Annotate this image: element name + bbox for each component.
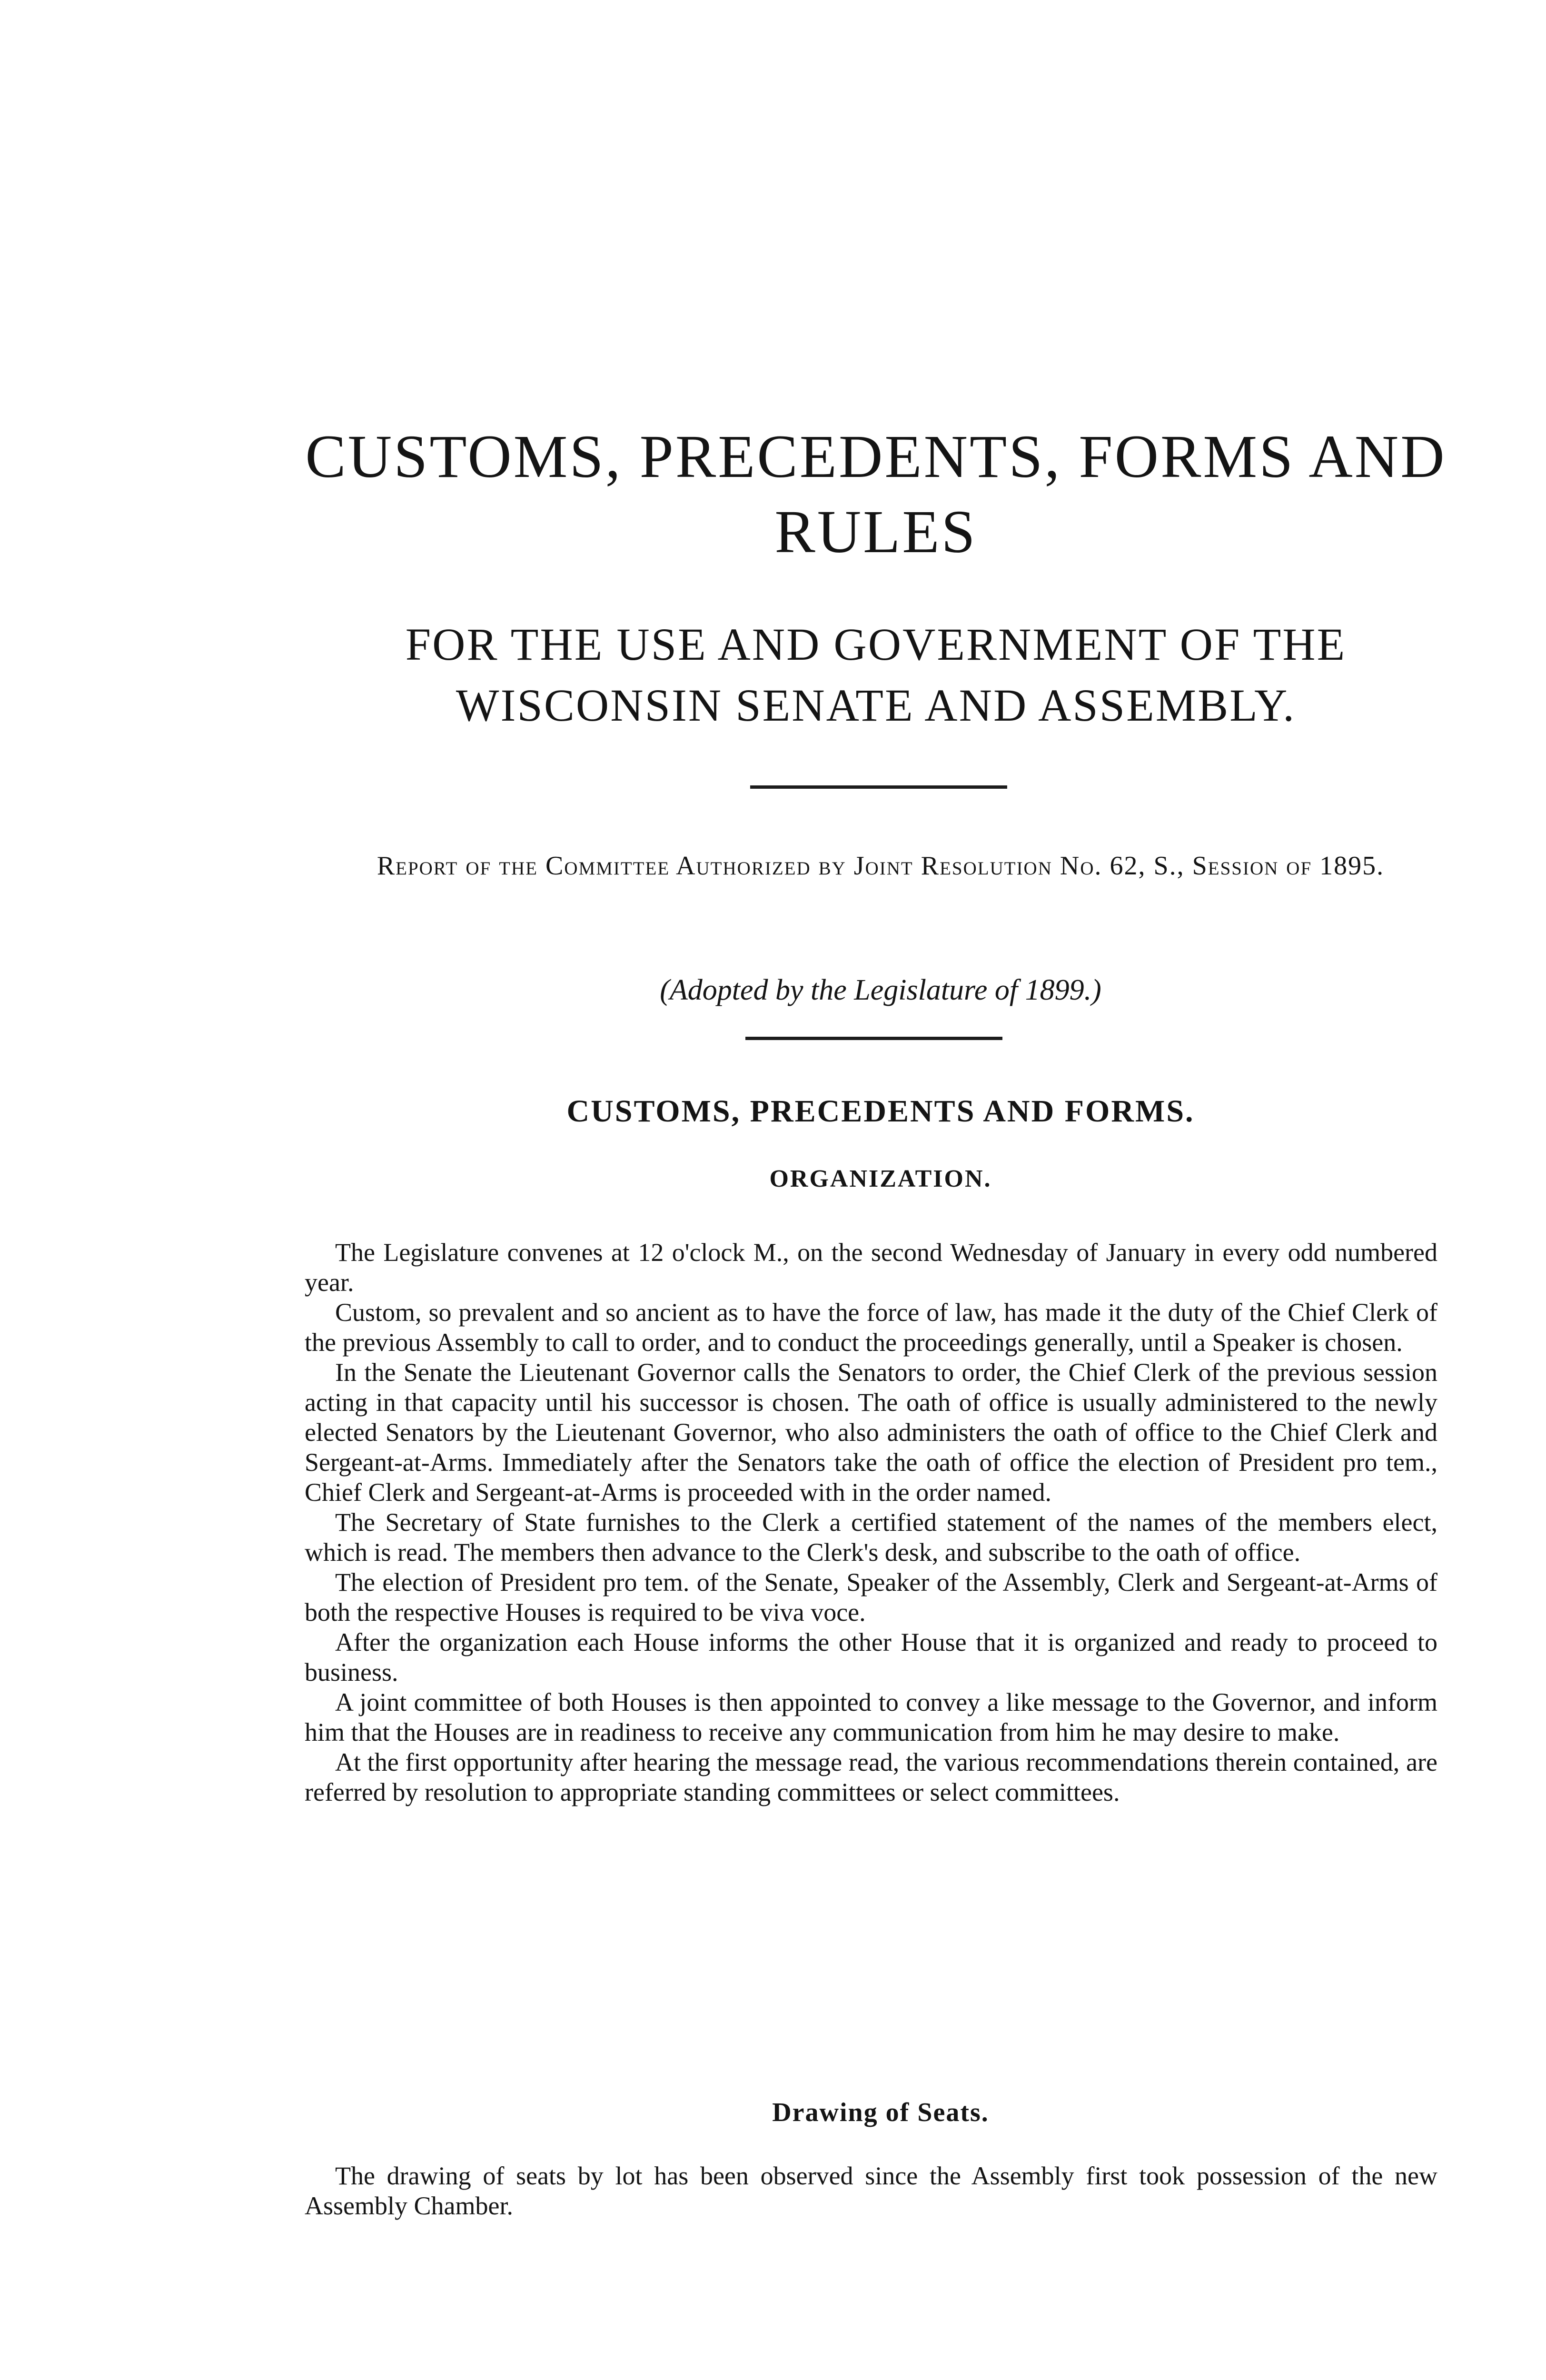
- paragraph: The election of President pro tem. of the Senate, Speaker of the Assembly, Clerk and Sergeant-at-Arms of both the respective Houses is required to be viva voce.: [305, 1568, 1437, 1626]
- paragraph: Custom, so prevalent and so ancient as to have the force of law, has made it the duty of the Chief Clerk of the previous Assembly to call to order, and to conduct the proceedings generally, until a Speaker is chosen.: [305, 1298, 1437, 1357]
- paragraph: The Legislature convenes at 12 o'clock M., on the second Wednesday of January in every odd numbered year.: [305, 1238, 1437, 1297]
- paragraph: The Secretary of State furnishes to the Clerk a certified statement of the names of the members elect, which is read. The members then advance to the Clerk's desk, and subscribe to the oath of office.: [305, 1508, 1437, 1567]
- divider-rule-top: [750, 785, 1007, 789]
- organization-heading: ORGANIZATION.: [769, 1165, 992, 1192]
- document-title: CUSTOMS, PRECEDENTS, FORMS AND RULES: [305, 423, 1447, 565]
- organization-body: [305, 1238, 1437, 1807]
- divider-rule-bottom: [745, 1037, 1002, 1040]
- paragraph: The drawing of seats by lot has been observed since the Assembly first took possession of the new Assembly Chamber.: [305, 2162, 1437, 2220]
- adopted-line: (Adopted by the Legislature of 1899.): [660, 974, 1101, 1006]
- drawing-of-seats-heading: Drawing of Seats.: [772, 2098, 989, 2127]
- document-subtitle: FOR THE USE AND GOVERNMENT OF THE WISCONSIN SENATE AND ASSEMBLY.: [405, 619, 1347, 731]
- paragraph: At the first opportunity after hearing the message read, the various recommendations therein contained, are referred by resolution to appropriate standing committees or select committees.: [305, 1748, 1437, 1806]
- drawing-of-seats-body: [305, 2161, 1437, 2221]
- paragraph: A joint committee of both Houses is then appointed to convey a like message to the Governor, and inform him that the Houses are in readiness to receive any communication from him he may desire to make.: [305, 1688, 1437, 1746]
- report-line: Report of the Committee Authorized by Joint Resolution No. 62, S., Session of 1895.: [377, 851, 1385, 881]
- section-heading: CUSTOMS, PRECEDENTS AND FORMS.: [566, 1094, 1195, 1129]
- paragraph: In the Senate the Lieutenant Governor calls the Senators to order, the Chief Clerk of the previous session acting in that capacity until his successor is chosen. The oath of office is usually administered to the newly elected Senators by the Lieutenant Governor, who also administers the oath of office to the Chief Clerk and Sergeant-at-Arms. Immediately after the Senators take the oath of office the election of President pro tem., Chief Clerk and Sergeant-at-Arms is proceeded with in the order named.: [305, 1358, 1437, 1507]
- paragraph: After the organization each House informs the other House that it is organized and ready to proceed to business.: [305, 1628, 1437, 1686]
